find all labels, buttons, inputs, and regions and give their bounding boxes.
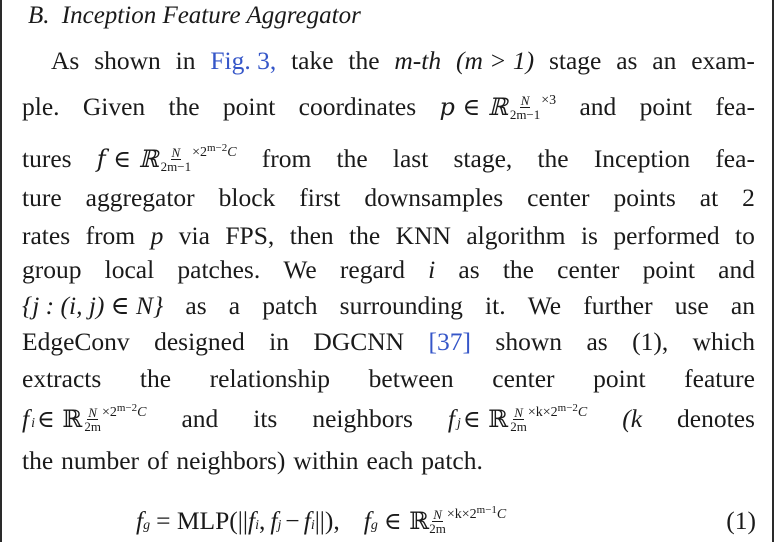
word: the: [349, 221, 381, 250]
word: We: [283, 255, 317, 284]
word: DGCNN: [313, 327, 405, 356]
word: within: [293, 446, 359, 475]
word: from: [85, 221, 136, 250]
math-k: (k: [622, 404, 643, 433]
word: center: [527, 183, 590, 212]
word: neighbors: [312, 404, 413, 433]
word: algorithm: [466, 221, 566, 250]
word: downsamples: [364, 183, 504, 212]
word: first: [299, 183, 341, 212]
word: take: [291, 46, 334, 75]
paragraph-line-9: [22, 364, 755, 394]
section-letter: B.: [28, 2, 50, 29]
word: EdgeConv: [22, 327, 130, 356]
word: tures: [22, 144, 72, 173]
math-point-coords: p ∈ ℝ $\frac{N}{2m-1}$ ×3: [439, 93, 557, 122]
paragraph-line-3: [22, 144, 755, 183]
word: the: [22, 446, 54, 475]
word: ture: [22, 183, 62, 212]
math-i: i: [428, 255, 436, 284]
paragraph-line-4: [22, 183, 755, 213]
word: at: [699, 183, 719, 212]
math-neighbor-feature: f j ∈ ℝ $\frac{N}{2m}$ ×k×2 m−2 C: [447, 402, 588, 434]
word: as: [458, 255, 480, 284]
paragraph-line-8: [22, 327, 755, 357]
word: via: [178, 221, 210, 250]
paragraph-line-6: [22, 255, 755, 285]
word: patches.: [177, 255, 261, 284]
section-title: Inception Feature Aggregator: [61, 2, 361, 29]
math-p: p: [150, 221, 164, 250]
word: which: [692, 327, 755, 356]
paragraph-line-7: [22, 291, 755, 321]
word: a: [228, 291, 241, 320]
word: ple.: [22, 92, 60, 121]
word: patch.: [421, 446, 483, 475]
word: between: [368, 364, 454, 393]
paragraph-line-1: [51, 46, 755, 76]
word: in: [175, 46, 196, 75]
word: and: [718, 255, 755, 284]
word: in: [269, 327, 289, 356]
word: further: [583, 291, 653, 320]
paragraph-line-10: [22, 404, 755, 443]
word: Given: [82, 92, 146, 121]
paragraph-line-2: [22, 92, 755, 131]
word: an: [652, 46, 677, 75]
word: aggregator: [85, 183, 195, 212]
word: from: [261, 144, 312, 173]
word: point: [642, 255, 695, 284]
word: exam-: [691, 46, 755, 75]
word: 2: [742, 183, 755, 212]
word: the: [139, 364, 172, 393]
word: rates: [22, 221, 71, 250]
word: extracts: [22, 364, 102, 393]
word: number: [61, 446, 140, 475]
word: shown: [94, 46, 161, 75]
word: stage: [548, 46, 602, 75]
section-heading: [28, 2, 361, 30]
word: center: [557, 255, 620, 284]
word: Inception: [593, 144, 691, 173]
word: of: [147, 446, 169, 475]
word: the: [348, 46, 380, 75]
citation-link[interactable]: [37]: [428, 327, 471, 356]
word: an: [730, 291, 755, 320]
page-border-left: [0, 0, 2, 542]
word: and: [181, 404, 219, 433]
math-m-th: m-th: [394, 46, 442, 75]
word: and: [579, 92, 617, 121]
word: the: [537, 144, 569, 173]
word: center: [492, 364, 555, 393]
word: the: [336, 144, 368, 173]
word: is: [580, 221, 598, 250]
word: fea-: [715, 92, 755, 121]
math-condition: (m > 1): [455, 46, 535, 75]
paragraph-line-11: [22, 446, 755, 476]
word: group: [22, 255, 82, 284]
word: shown: [495, 327, 563, 356]
word: block: [218, 183, 276, 212]
word: regard: [339, 255, 406, 284]
word: FPS,: [225, 221, 275, 250]
word: points: [613, 183, 676, 212]
word: We: [527, 291, 562, 320]
word: last: [392, 144, 429, 173]
word: fea-: [715, 144, 755, 173]
math-neighbor-set: {j : (i, j) ∈ N}: [22, 291, 164, 320]
word: KNN: [395, 221, 451, 250]
word: the: [168, 92, 200, 121]
word: to: [735, 221, 755, 250]
word: designed: [154, 327, 245, 356]
word: feature: [684, 364, 755, 393]
word: relationship: [209, 364, 331, 393]
figure-link[interactable]: Fig. 3,: [210, 46, 277, 75]
word: As: [51, 46, 80, 75]
word: (1),: [632, 327, 669, 356]
word: coordinates: [298, 92, 417, 121]
word: as: [586, 327, 608, 356]
equation-number: (1): [726, 506, 756, 535]
word: use: [674, 291, 709, 320]
word: as: [616, 46, 638, 75]
math-point-features: f ∈ ℝ $\frac{N}{2m-1}$ ×2 m−2 C: [96, 142, 237, 174]
math-center-feature: f i ∈ ℝ $\frac{N}{2m}$ ×2 m−2 C: [22, 402, 147, 434]
word: local: [104, 255, 155, 284]
word: as: [185, 291, 207, 320]
word: point: [639, 92, 693, 121]
word: point: [593, 364, 646, 393]
word: its: [253, 404, 278, 433]
word: denotes: [677, 404, 755, 433]
word: then: [289, 221, 334, 250]
word: the: [502, 255, 534, 284]
word: patch: [262, 291, 318, 320]
paragraph-line-5: [22, 221, 755, 251]
word: neighbors): [176, 446, 286, 475]
word: surrounding: [339, 291, 463, 320]
word: it.: [485, 291, 506, 320]
word: performed: [613, 221, 720, 250]
equation-1: f g = MLP(|| f i , f j − f i ||), f g ∈ ℝ $\frac{N}{2m}$ ×k×2 m−1 C (1): [136, 504, 756, 536]
word: each: [366, 446, 414, 475]
word: stage,: [453, 144, 513, 173]
word: point: [222, 92, 276, 121]
